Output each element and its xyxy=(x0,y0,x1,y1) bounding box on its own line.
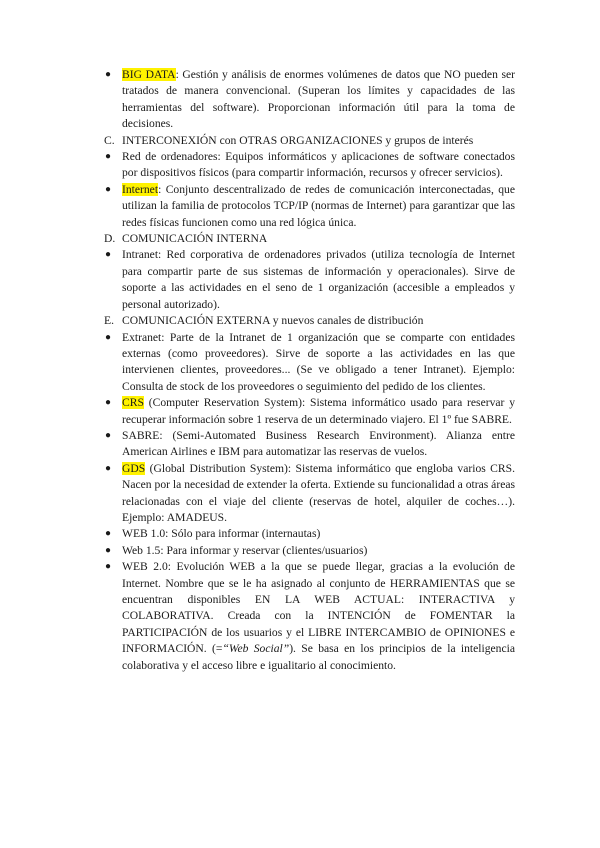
section-heading-text: INTERCONEXIÓN con OTRAS ORGANIZACIONES y grupos de interés xyxy=(122,133,474,147)
item-text: Red de ordenadores: Equipos informáticos y aplicaciones de software conectados por dispositivos físicos (para compartir información, recursos y ofrecer servicios). xyxy=(122,150,515,180)
list-item-internet xyxy=(104,182,515,231)
section-letter: C. xyxy=(104,133,115,147)
item-text: WEB 1.0: Sólo para informar (internautas) xyxy=(122,527,321,541)
list-item-web-1-0 xyxy=(104,526,515,542)
item-text: WEB 2.0: Evolución WEB a la que se puede llegar, gracias a la evolución de Internet. Nombre que se le ha asignado al conjunto de HERRAMIENTAS que se encuentran disponibles EN LA WEB ACTUAL: INTERACTIVA y COLABORATIVA. Creada con la INTENCIÓN de FOMENTAR la PARTICIPACIÓN de los usuarios y el LIBRE INTERCAMBIO de OPINIONES e INFORMACIÓN. (= xyxy=(122,560,515,656)
section-letter: E. xyxy=(104,314,114,328)
highlighted-term: CRS xyxy=(122,396,144,410)
section-heading-c xyxy=(104,133,515,149)
bullet-icon: ● xyxy=(105,151,112,163)
list-item-extranet xyxy=(104,330,515,396)
section-heading-text: COMUNICACIÓN INTERNA xyxy=(122,232,268,246)
bullet-icon: ● xyxy=(105,249,112,261)
highlighted-term: BIG DATA xyxy=(122,68,176,81)
item-text: Intranet: Red corporativa de ordenadores privados (utiliza tecnología de Internet para compartir parte de sus sistemas de información y operacionales). Sirve de soporte a las actividades en el seno de 1 organización (accesible a empleados y personal autorizado). xyxy=(122,248,515,311)
item-text: SABRE: (Semi-Automated Business Research Environment). Alianza entre American Airlines e IBM para automatizar las reservas de vuelos. xyxy=(122,428,515,459)
bullet-icon: ● xyxy=(105,429,112,441)
list-item-red-de-ordenadores xyxy=(104,149,515,182)
list-item-intranet xyxy=(104,247,515,313)
document-content xyxy=(104,67,515,674)
item-text-tail: ). Se basa en los principios de la inteligencia colaborativa y el acceso libre e igualitario al conocimiento. xyxy=(122,642,515,672)
item-text: Web 1.5: Para informar y reservar (clientes/usuarios) xyxy=(122,543,368,557)
bullet-icon: ● xyxy=(105,544,112,556)
bullet-icon: ● xyxy=(105,331,112,343)
bullet-icon: ● xyxy=(105,397,112,409)
item-text: Extranet: Parte de la Intranet de 1 organización que se comparte con entidades externas (como proveedores). Sirve de soporte a las actividades en las que intervienen clientes, proveedores... (Se ve obligado a tener Intranet). Ejemplo: Consulta de stock de los proveedores o seguimiento del pedido de los clientes. xyxy=(122,330,515,393)
item-text: (Global Distribution System): Sistema informático que engloba varios CRS. Nacen por la necesidad de extender la oferta. Extiende su funcionalidad a otras áreas relacionadas con el viaje del cliente (reservas de hotel, alquiler de coches…). Ejemplo: AMADEUS. xyxy=(122,461,515,524)
bullet-icon: ● xyxy=(105,561,112,573)
list-item-web-1-5 xyxy=(104,543,515,559)
bullet-icon: ● xyxy=(105,69,112,80)
bullet-icon: ● xyxy=(105,462,112,474)
item-text: : Conjunto descentralizado de redes de comunicación interconectadas, que utilizan la familia de protocolos TCP/IP (normas de Internet) para garantizar que las redes físicas funcionen como una red lógica única. xyxy=(122,182,515,229)
list-item-crs xyxy=(104,395,515,428)
item-text: (Computer Reservation System): Sistema informático usado para reservar y recuperar información sobre 1 reserva de un determinado viajero. El 1º fue SABRE. xyxy=(122,396,515,426)
section-heading-d xyxy=(104,231,515,247)
highlighted-term: Internet xyxy=(122,182,159,196)
list-item-big-data xyxy=(104,67,515,133)
section-heading-e xyxy=(104,313,515,329)
list-item-gds xyxy=(104,461,515,527)
bullet-icon: ● xyxy=(105,183,112,195)
section-letter: D. xyxy=(104,232,116,246)
item-text: : Gestión y análisis de enormes volúmenes de datos que NO pueden ser tratados de manera convencional. (Superan los límites y capacidades de las herramientas del software). Proporcionan información útil para la toma de decisiones. xyxy=(122,68,515,131)
bullet-icon: ● xyxy=(105,528,112,540)
italic-term: “Web Social” xyxy=(222,642,290,656)
highlighted-term: GDS xyxy=(122,461,146,475)
list-item-sabre xyxy=(104,428,515,461)
list-item-web-2-0 xyxy=(104,559,515,674)
section-heading-text: COMUNICACIÓN EXTERNA y nuevos canales de distribución xyxy=(122,314,424,328)
